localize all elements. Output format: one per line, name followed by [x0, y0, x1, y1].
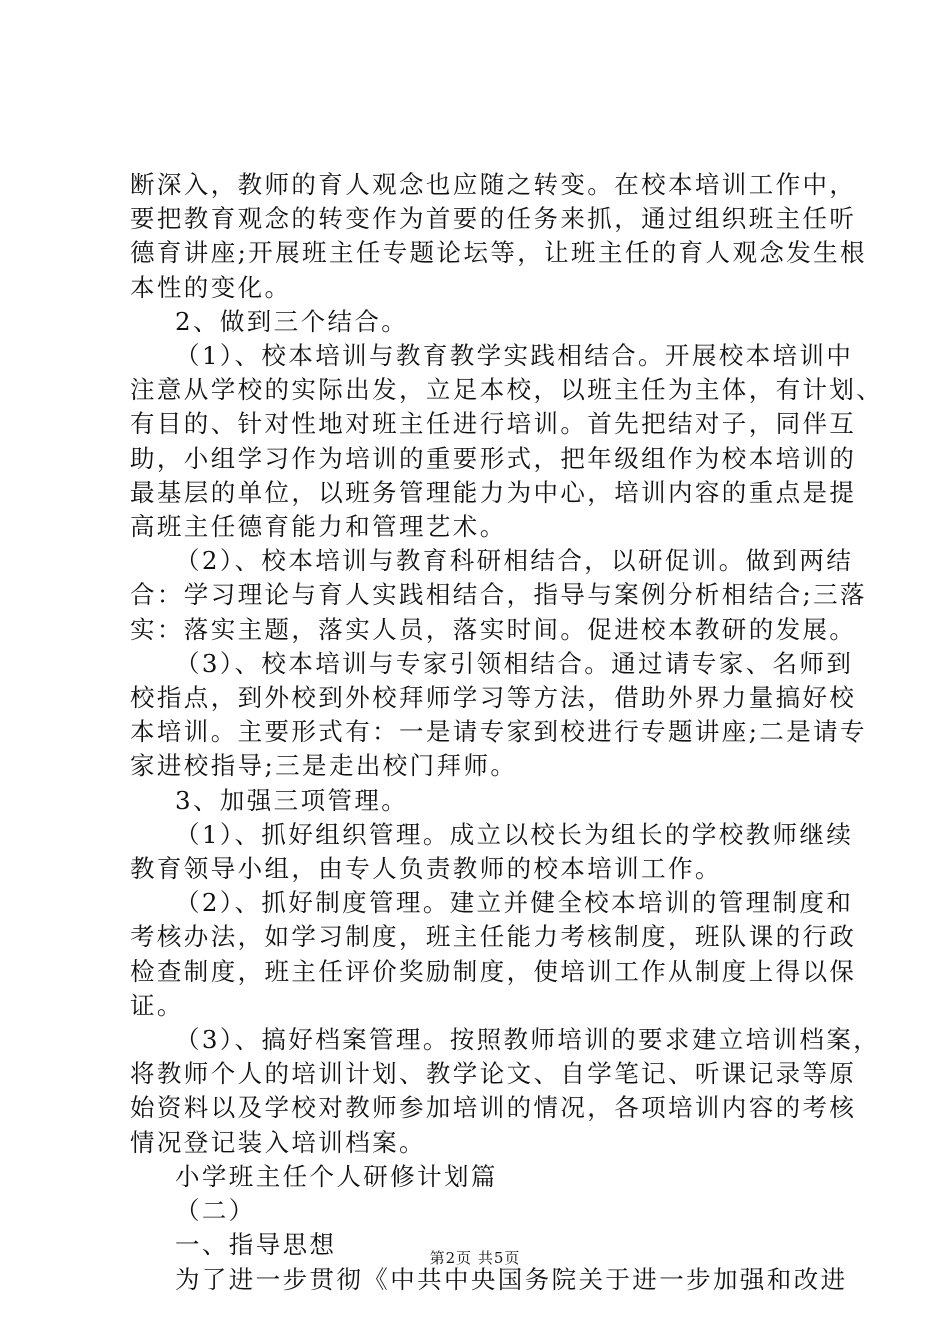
text-line: （2）、校本培训与教育科研相结合，以研促训。做到两结 — [175, 546, 854, 576]
text-line: 情况登记装入培训档案。 — [130, 1127, 426, 1157]
text-line: 证。 — [130, 990, 184, 1020]
text-line: 有目的、针对性地对班主任进行培训。首先把结对子，同伴互 — [130, 409, 857, 439]
text-line: 小学班主任个人研修计划篇 — [175, 1161, 498, 1191]
document-body — [130, 168, 884, 1297]
text-line: 注意从学校的实际出发，立足本校，以班主任为主体，有计划、 — [130, 375, 884, 405]
text-line: 助，小组学习作为培训的重要形式，把年级组作为校本培训的 — [130, 443, 857, 473]
text-line: 本性的变化。 — [130, 272, 292, 302]
text-line: 为了进一步贯彻《中共中央国务院关于进一步加强和改进 — [175, 1264, 848, 1294]
text-line: （3）、校本培训与专家引领相结合。通过请专家、名师到 — [175, 648, 854, 678]
text-line: 本培训。主要形式有：一是请专家到校进行专题讲座;二是请专 — [130, 717, 867, 747]
text-line: 一、指导思想 — [175, 1230, 337, 1260]
text-line: 家进校指导;三是走出校门拜师。 — [130, 751, 518, 781]
text-line: 教育领导小组，由专人负责教师的校本培训工作。 — [130, 854, 722, 884]
text-line: 检查制度，班主任评价奖励制度，使培训工作从制度上得以保 — [130, 956, 857, 986]
text-line: 最基层的单位，以班务管理能力为中心，培训内容的重点是提 — [130, 477, 857, 507]
text-line: （二） — [175, 1196, 256, 1226]
text-line: 校指点，到外校到外校拜师学习等方法，借助外界力量搞好校 — [130, 683, 857, 713]
text-line: 考核办法，如学习制度，班主任能力考核制度，班队课的行政 — [130, 922, 857, 952]
text-line: （1）、抓好组织管理。成立以校长为组长的学校教师继续 — [175, 819, 854, 849]
text-line: （1）、校本培训与教育教学实践相结合。开展校本培训中 — [175, 341, 854, 371]
page-footer: 第2页 共5页 — [429, 1249, 521, 1267]
text-line: 合：学习理论与育人实践相结合，指导与案例分析相结合;三落 — [130, 580, 867, 610]
text-line: 德育讲座;开展班主任专题论坛等，让班主任的育人观念发生根 — [130, 238, 867, 268]
text-line: 要把教育观念的转变作为首要的任务来抓，通过组织班主任听 — [130, 204, 857, 234]
text-line: 2、做到三个结合。 — [175, 306, 409, 336]
text-line: 高班主任德育能力和管理艺术。 — [130, 512, 507, 542]
text-line: 始资料以及学校对教师参加培训的情况，各项培训内容的考核 — [130, 1093, 857, 1123]
text-line: （3）、搞好档案管理。按照教师培训的要求建立培训档案， — [175, 1025, 881, 1055]
text-line: （2）、抓好制度管理。建立并健全校本培训的管理制度和 — [175, 888, 854, 918]
text-line: 实：落实主题，落实人员，落实时间。促进校本教研的发展。 — [130, 614, 857, 644]
text-line: 3、加强三项管理。 — [175, 785, 409, 815]
text-line: 断深入，教师的育人观念也应随之转变。在校本培训工作中， — [130, 170, 857, 199]
text-line: 将教师个人的培训计划、教学论文、自学笔记、听课记录等原 — [130, 1059, 857, 1089]
